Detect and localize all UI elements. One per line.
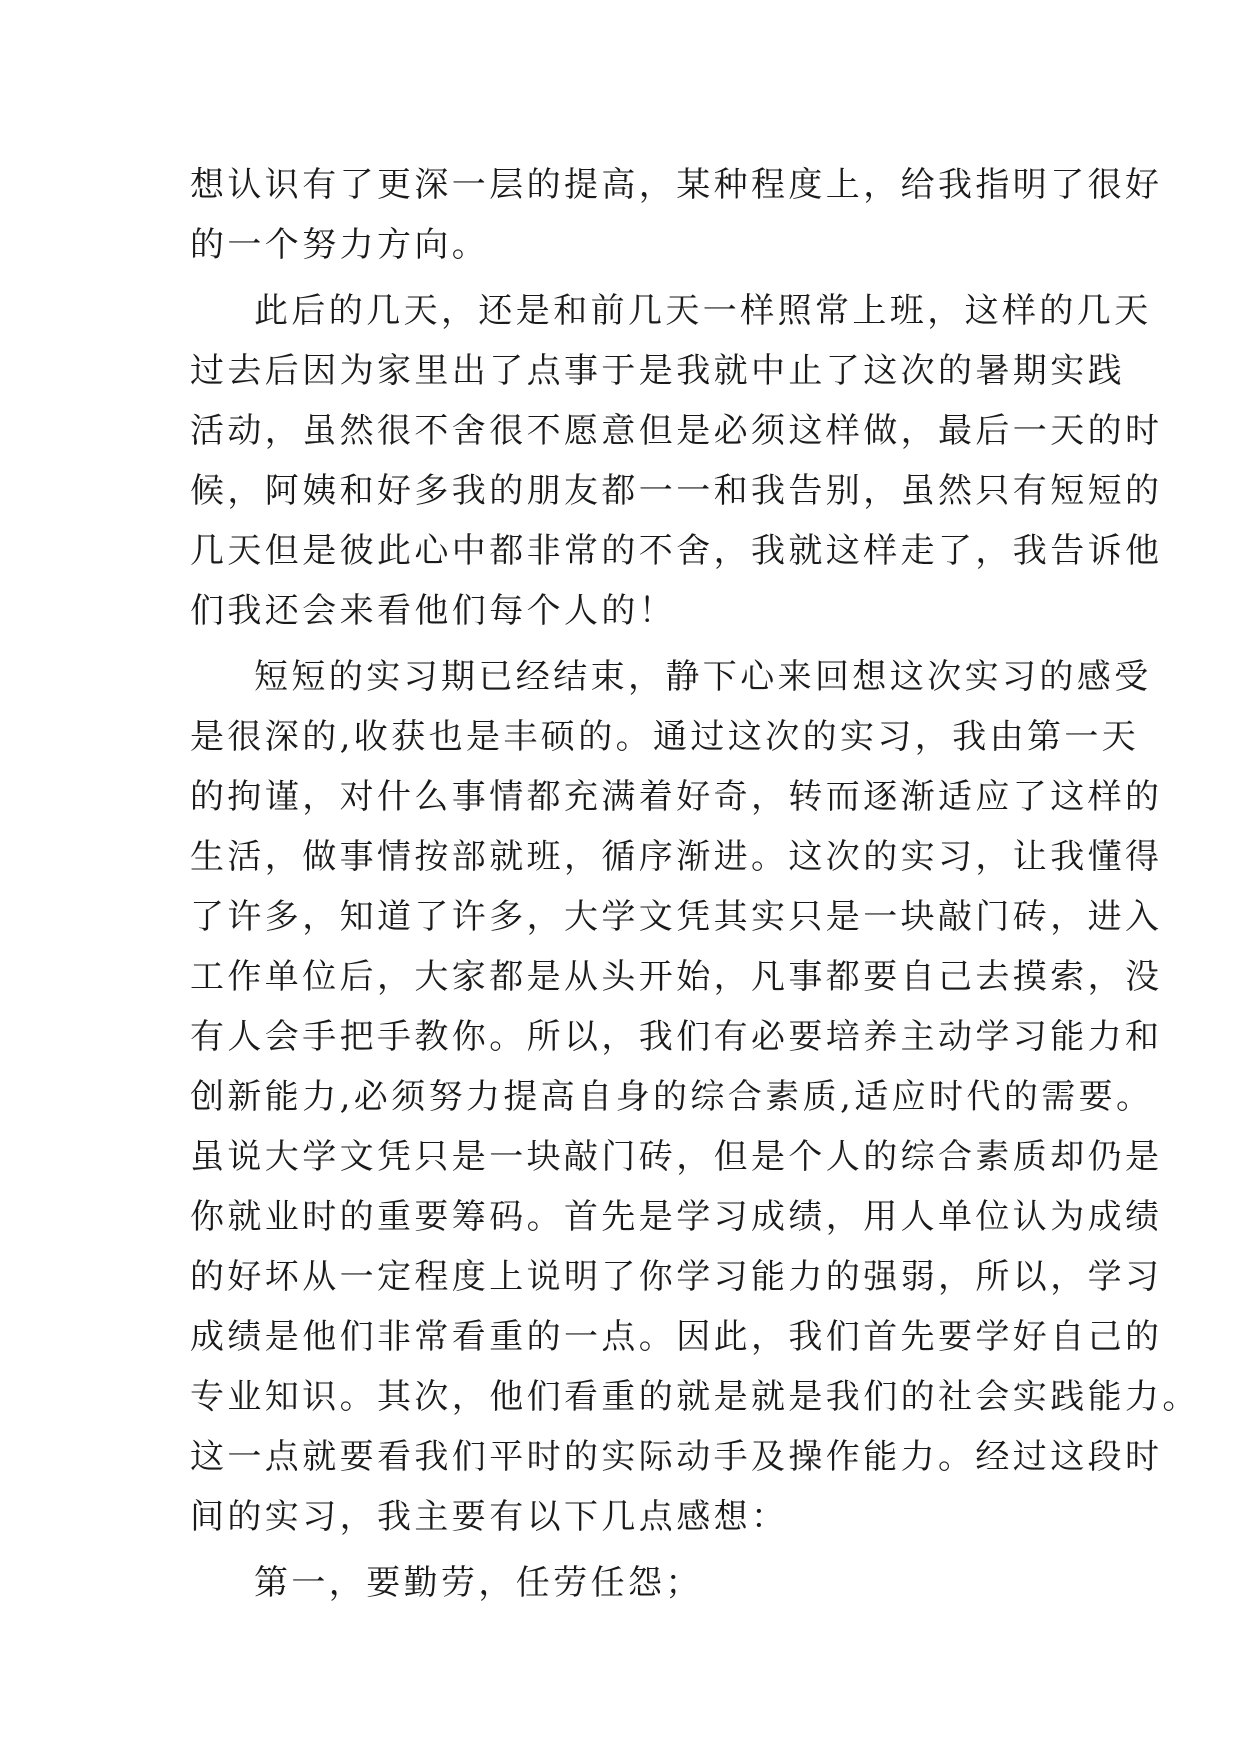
text-line: 候，阿姨和好多我的朋友都一一和我告别，虽然只有短短的 xyxy=(190,471,1163,511)
body-text xyxy=(190,155,1200,1613)
text-line: 工作单位后，大家都是从头开始，凡事都要自己去摸索，没 xyxy=(190,957,1163,997)
text-line: 专业知识。其次，他们看重的就是就是我们的社会实践能力。 xyxy=(190,1377,1200,1417)
paragraph xyxy=(190,1553,1050,1613)
text-line: 是很深的,收获也是丰硕的。通过这次的实习，我由第一天 xyxy=(190,717,1140,757)
text-line: 想认识有了更深一层的提高，某种程度上，给我指明了很好 xyxy=(190,165,1163,205)
text-line: 生活，做事情按部就班，循序渐进。这次的实习，让我懂得 xyxy=(190,837,1163,877)
text-line: 的拘谨，对什么事情都充满着好奇，转而逐渐适应了这样的 xyxy=(190,777,1163,817)
text-line: 此后的几天，还是和前几天一样照常上班，这样的几天 xyxy=(254,291,1152,331)
text-line: 几天但是彼此心中都非常的不舍，我就这样走了，我告诉他 xyxy=(190,531,1163,571)
paragraph xyxy=(190,647,1200,1547)
text-line: 了许多，知道了许多，大学文凭其实只是一块敲门砖，进入 xyxy=(190,897,1163,937)
text-line: 第一，要勤劳，任劳任怨； xyxy=(254,1563,703,1603)
text-line: 间的实习，我主要有以下几点感想： xyxy=(190,1497,789,1537)
paragraph xyxy=(190,281,1163,641)
text-line: 的好坏从一定程度上说明了你学习能力的强弱，所以，学习 xyxy=(190,1257,1163,1297)
text-line: 过去后因为家里出了点事于是我就中止了这次的暑期实践 xyxy=(190,351,1125,391)
text-line: 活动，虽然很不舍很不愿意但是必须这样做，最后一天的时 xyxy=(190,411,1163,451)
paragraph xyxy=(190,155,1163,275)
text-line: 虽说大学文凭只是一块敲门砖，但是个人的综合素质却仍是 xyxy=(190,1137,1163,1177)
text-line: 创新能力,必须努力提高自身的综合素质,适应时代的需要。 xyxy=(190,1077,1154,1117)
text-line: 有人会手把手教你。所以，我们有必要培养主动学习能力和 xyxy=(190,1017,1163,1057)
text-line: 这一点就要看我们平时的实际动手及操作能力。经过这段时 xyxy=(190,1437,1163,1477)
text-line: 们我还会来看他们每个人的！ xyxy=(190,591,677,631)
text-line: 成绩是他们非常看重的一点。因此，我们首先要学好自己的 xyxy=(190,1317,1163,1357)
text-line: 的一个努力方向。 xyxy=(190,225,490,265)
text-line: 你就业时的重要筹码。首先是学习成绩，用人单位认为成绩 xyxy=(190,1197,1163,1237)
text-line: 短短的实习期已经结束，静下心来回想这次实习的感受 xyxy=(254,657,1152,697)
